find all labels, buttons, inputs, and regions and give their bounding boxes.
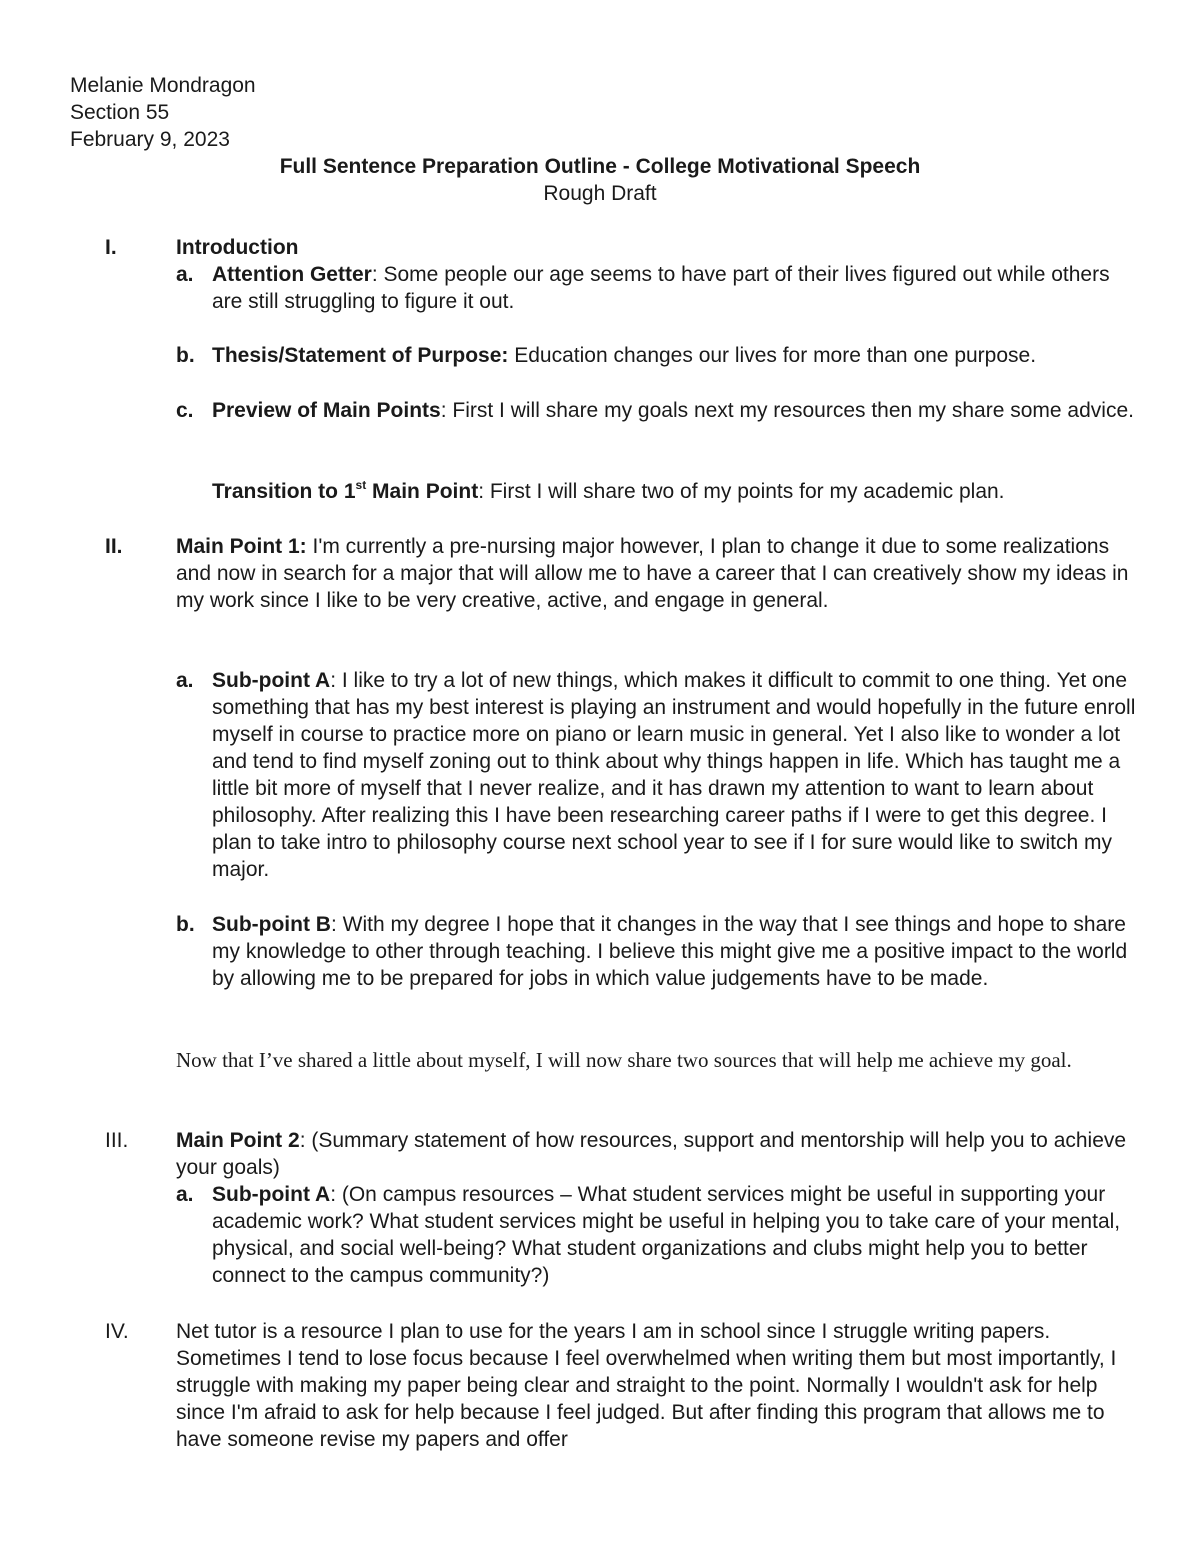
main-point-1-sub-a (176, 667, 1136, 883)
list-letter: b. (176, 913, 195, 936)
main-point-2 (176, 1127, 1136, 1181)
intro-heading: Introduction (176, 236, 299, 259)
list-letter: a. (176, 669, 194, 692)
list-letter: a. (176, 263, 194, 286)
author-name: Melanie Mondragon (70, 74, 256, 97)
ordinal-suffix: st (355, 478, 367, 492)
numeral-main-point-2: III. (105, 1129, 129, 1152)
list-item-content (212, 1181, 1136, 1289)
main-point-2-sub-a (176, 1181, 1136, 1289)
transition-lead-text: Transition to 1 (212, 480, 356, 503)
item-lead: Thesis/Statement of Purpose: (212, 344, 509, 367)
list-item-content (212, 397, 1136, 424)
item-text: I'm currently a pre-nursing major however, I plan to change it due to some realizations and now in search for a major that will allow me to have a career that I can creatively show my ideas in my work since I like to be very creative, active, and engage in general. (176, 535, 1129, 612)
list-item-content (212, 261, 1136, 315)
item-lead: Main Point 1: (176, 535, 307, 558)
item-lead: Attention Getter (212, 263, 372, 286)
list-item-content (212, 342, 1136, 369)
item-lead: Sub-point A (212, 1183, 331, 1206)
numeral-intro: I. (105, 236, 117, 259)
item-text: : (Summary statement of how resources, support and mentorship will help you to achieve your goals) (176, 1129, 1127, 1179)
intro-transition (212, 478, 1132, 505)
item-text: : I like to try a lot of new things, which makes it difficult to commit to one thing. Yet one something that has my best interest is playing an instrument and would hopefully in the future enroll myself in course to practice more on piano or learn music in general. Yet I also like to wonder a lot and tend to find myself zoning out to think about why things happen in life. Which has taught me a little bit more of myself that I never realize, and it has drawn my attention to want to learn about philosophy. After realizing this I have been researching career paths if I were to get this degree. I plan to take intro to philosophy course next school year to see if I for sure would like to switch my major. (212, 669, 1136, 881)
item-text: : (On campus resources – What student services might be useful in supporting your academic work? What student services might be useful in helping you to take care of your mental, physical, and social well-being? What student organizations and clubs might help you to better connect to the campus community?) (212, 1183, 1121, 1287)
intro-preview (176, 397, 1136, 424)
intro-attention-getter (176, 261, 1136, 315)
document-date: February 9, 2023 (70, 128, 230, 151)
section-number: Section 55 (70, 101, 170, 124)
item-lead: Main Point 2 (176, 1129, 300, 1152)
intro-thesis (176, 342, 1136, 369)
list-letter: c. (176, 399, 194, 422)
list-item-content (212, 911, 1136, 992)
document-subtitle: Rough Draft (543, 182, 657, 205)
list-letter: a. (176, 1183, 194, 1206)
numeral-main-point-1: II. (105, 535, 123, 558)
item-text: Education changes our lives for more than one purpose. (508, 344, 1037, 367)
list-item-content (212, 667, 1136, 883)
document-title: Full Sentence Preparation Outline - College Motivational Speech (279, 155, 921, 178)
transition-lead-text-end: Main Point (366, 480, 479, 503)
main-point-1 (176, 533, 1136, 614)
item-lead: Sub-point A (212, 669, 331, 692)
item-text: : With my degree I hope that it changes in the way that I see things and hope to share my knowledge to other through teaching. I believe this might give me a positive impact to the world by allowing me to be prepared for jobs in which value judgements have to be made. (212, 913, 1128, 990)
item-lead: Preview of Main Points (212, 399, 441, 422)
section-4-paragraph: Net tutor is a resource I plan to use for the years I am in school since I struggle writing papers. Sometimes I tend to lose focus because I feel overwhelmed when writing them but most importantly, I struggle with making my paper being clear and straight to the point. Normally I wouldn't ask for help since I'm afraid to ask for help because I feel judged. But after finding this program that allows me to have someone revise my papers and offer (176, 1320, 1117, 1451)
item-lead (212, 480, 478, 503)
document-header (70, 72, 256, 153)
item-text: : Some people our age seems to have part of their lives figured out while others are still struggling to figure it out. (212, 263, 1110, 313)
main-point-1-transition: Now that I’ve shared a little about myself, I will now share two sources that will help me achieve my goal. (176, 1048, 1072, 1072)
item-text: : First I will share two of my points for my academic plan. (478, 480, 1005, 503)
main-point-1-sub-b (176, 911, 1136, 992)
item-lead: Sub-point B (212, 913, 331, 936)
list-letter: b. (176, 344, 195, 367)
numeral-section-4: IV. (105, 1320, 129, 1343)
item-text: : First I will share my goals next my resources then my share some advice. (440, 399, 1134, 422)
